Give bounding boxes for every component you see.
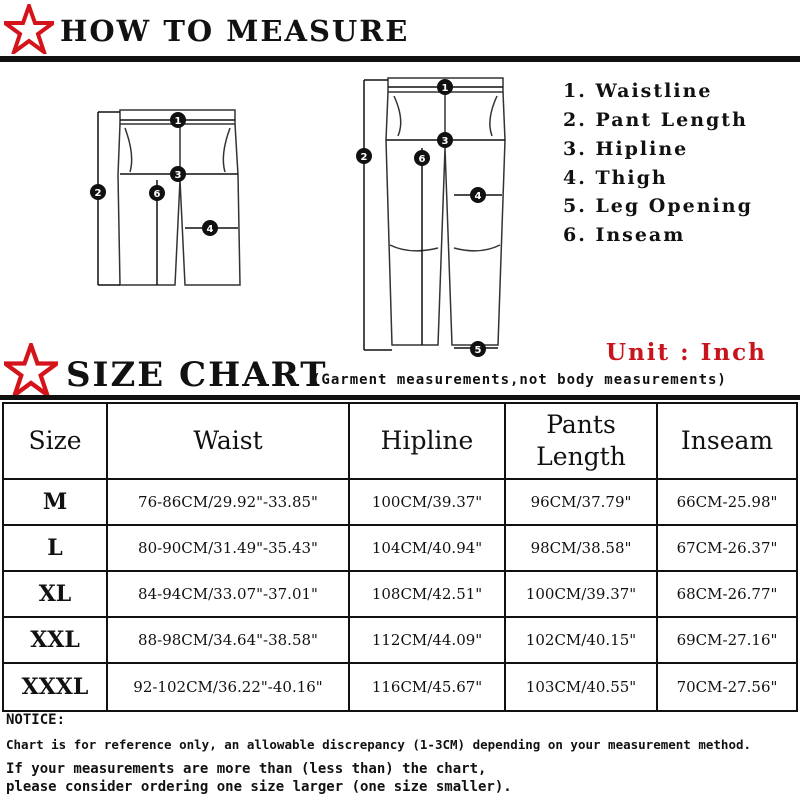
table-row: XXL 88-98CM/34.64"-38.58" 112CM/44.09" 102CM/40.15" 69CM-27.16"	[3, 617, 797, 663]
page-title: HOW TO MEASURE	[60, 14, 410, 48]
table-row: XL 84-94CM/33.07"-37.01" 108CM/42.51" 100CM/39.37" 68CM-26.77"	[3, 571, 797, 617]
size-chart-title: SIZE CHART	[66, 355, 328, 395]
legend-item-leg-opening: 5. Leg Opening	[563, 195, 753, 217]
svg-text:6: 6	[418, 154, 426, 165]
legend-item-waistline: 1. Waistline	[563, 80, 713, 102]
table-row: L 80-90CM/31.49"-35.43" 104CM/40.94" 98CM/38.58" 67CM-26.37"	[3, 525, 797, 571]
col-header-inseam: Inseam	[657, 403, 797, 479]
svg-text:2: 2	[94, 188, 102, 199]
marker-right: 1	[441, 83, 449, 94]
size-chart-table	[2, 402, 798, 712]
notice-line-3: please consider ordering one size larger (one size smaller).	[6, 779, 512, 795]
col-header-pants-length: Pants Length	[505, 403, 657, 479]
col-header-hipline: Hipline	[349, 403, 505, 479]
svg-text:4: 4	[206, 224, 214, 235]
chart-divider	[0, 395, 800, 400]
header-divider	[0, 56, 800, 62]
legend-item-hipline: 3. Hipline	[563, 138, 689, 160]
svg-text:3: 3	[441, 136, 449, 147]
table-row: M 76-86CM/29.92"-33.85" 100CM/39.37" 96CM/37.79" 66CM-25.98"	[3, 479, 797, 525]
shorts-diagram	[80, 100, 250, 300]
table-header-row	[3, 403, 797, 479]
legend-item-thigh: 4. Thigh	[563, 167, 668, 189]
notice-line-2: If your measurements are more than (less than) the chart,	[6, 761, 487, 777]
unit-label: Unit : Inch	[606, 339, 767, 366]
star-icon	[4, 4, 54, 54]
star-icon	[4, 343, 58, 397]
size-chart-subtitle: (Garment measurements,not body measurements)	[312, 372, 727, 388]
svg-text:2: 2	[360, 152, 368, 163]
notice-label: NOTICE:	[6, 712, 66, 728]
col-header-size: Size	[3, 403, 107, 479]
pants-diagram	[350, 70, 510, 360]
marker-left: 1	[174, 116, 182, 127]
legend-item-inseam: 6. Inseam	[563, 224, 686, 246]
col-header-waist: Waist	[107, 403, 349, 479]
legend-item-pant-length: 2. Pant Length	[563, 109, 748, 131]
svg-text:4: 4	[474, 191, 482, 202]
table-row: XXXL 92-102CM/36.22"-40.16" 116CM/45.67" 103CM/40.55" 70CM-27.56"	[3, 663, 797, 711]
svg-text:6: 6	[153, 189, 161, 200]
svg-text:3: 3	[174, 170, 182, 181]
svg-text:5: 5	[474, 345, 482, 356]
notice-line-1: Chart is for reference only, an allowable discrepancy (1-3CM) depending on your measurement method.	[6, 737, 752, 752]
